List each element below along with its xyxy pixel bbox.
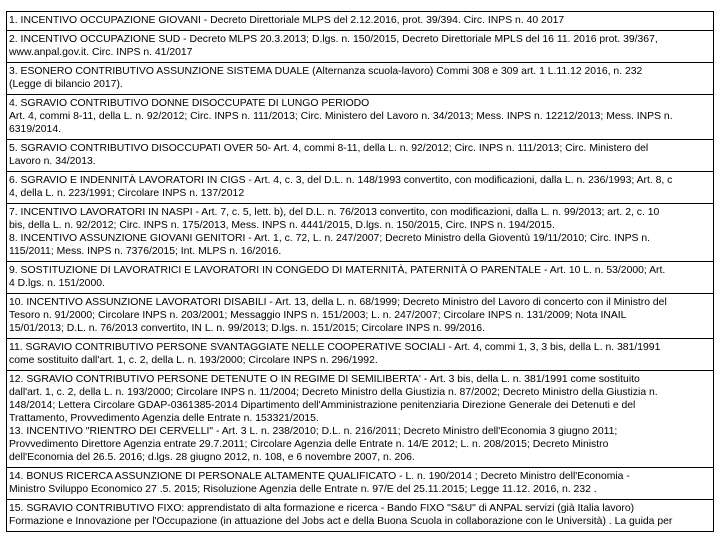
table-row	[6, 293, 714, 338]
row-text-line: 148/2014; Lettera Circolare GDAP-0361385-2014 Dipartimento dell'Amministrazione penitenziaria Direzione Generale dei Detenuti e del	[9, 400, 636, 411]
row-text-line: 115/2011; Mess. INPS n. 7376/2015; Int. MLPS n. 16/2016.	[9, 246, 282, 257]
row-text-line: Lavoro n. 34/2013.	[9, 156, 96, 167]
row-text-line: Art. 4, commi 8-11, della L. n. 92/2012; Circ. INPS n. 111/2013; Circ. Ministero del Lavoro n. 34/2013; Mess. INPS n. 12212/2013; Mess. INPS n.	[9, 111, 673, 122]
row-text-line: Trattamento, Provvedimento Agenzia delle Entrate n. 153321/2015.	[9, 413, 319, 424]
row-text-line: Tesoro n. 91/2000; Circolare INPS n. 203/2001; Messaggio INPS n. 151/2003; L. n. 247/2007; Circolare INPS n. 131/2009; Nota INAIL	[9, 310, 627, 321]
row-text-line: 15. SGRAVIO CONTRIBUTIVO FIXO: apprendistato di alta formazione e ricerca - Bando FIXO "S&U" di ANPAL servizi (già Italia lavoro)	[9, 503, 635, 514]
row-text-line: 6. SGRAVIO E INDENNITÀ LAVORATORI IN CIGS - Art. 4, c. 3, del D.L. n. 148/1993 convertito, con modificazioni, dalla L. n. 236/1993; Art. 8, c	[9, 175, 673, 186]
table-row	[6, 499, 714, 532]
row-text-line: dall'art. 1, c. 2, della L. n. 193/2000; Circolare INPS n. 11/2004; Decreto Ministro della Giustizia n. 87/2002; Decreto Ministro della Giustizia n.	[9, 387, 658, 398]
row-text-line: 10. INCENTIVO ASSUNZIONE LAVORATORI DISABILI - Art. 13, della L. n. 68/1999; Decreto Ministro del Lavoro di concerto con il Ministro del	[9, 297, 667, 308]
row-text-line: 5. SGRAVIO CONTRIBUTIVO DISOCCUPATI OVER 50- Art. 4, commi 8-11, della L. n. 92/2012; Circ. INPS n. 111/2013; Circ. Ministero del	[9, 143, 649, 154]
table-row	[6, 338, 714, 370]
row-text-line: 13. INCENTIVO "RIENTRO DEI CERVELLI" - Art. 3 L. n. 238/2010; D.L. n. 216/2011; Decreto Ministro dell'Economia 3 giugno 2011;	[9, 426, 618, 437]
row-text-line: 7. INCENTIVO LAVORATORI IN NASPI - Art. 7, c. 5, lett. b), del D.L. n. 76/2013 convertito, con modificazioni, dalla L. n. 99/2013; art. 2, c. 10	[9, 207, 660, 218]
row-text-line: 3. ESONERO CONTRIBUTIVO ASSUNZIONE SISTEMA DUALE (Alternanza scuola-lavoro) Commi 308 e 309 art. 1 L.11.12 2016, n. 232	[9, 66, 643, 77]
row-text-line: 12. SGRAVIO CONTRIBUTIVO PERSONE DETENUTE O IN REGIME DI SEMILIBERTA' - Art. 3 bis, della L. n. 381/1991 come sostituito	[9, 374, 640, 385]
row-text-line: 9. SOSTITUZIONE DI LAVORATRICI E LAVORATORI IN CONGEDO DI MATERNITÀ, PATERNITÀ O PARENTALE - Art. 10 L. n. 53/2000; Art.	[9, 265, 666, 276]
table-row	[6, 203, 714, 261]
table-row	[6, 467, 714, 499]
row-text-line: (Legge di bilancio 2017).	[9, 79, 123, 90]
row-text-line: 1. INCENTIVO OCCUPAZIONE GIOVANI - Decreto Direttoriale MLPS del 2.12.2016, prot. 39/394. Circ. INPS n. 40 2017	[9, 15, 565, 26]
table-row	[6, 94, 714, 139]
row-text-line: bis, della L. n. 92/2012; Circ. INPS n. 175/2013, Mess. INPS n. 4441/2015, D.lgs. n. 150/2015, Circ. INPS n. 194/2015.	[9, 220, 555, 231]
row-text-line: 15/01/2013; D.L. n. 76/2013 convertito, IN L. n. 99/2013; D.lgs. n. 151/2015; Circolare INPS n. 99/2016.	[9, 323, 485, 334]
table-row	[6, 139, 714, 171]
legislation-table	[6, 11, 714, 532]
row-text-line: Ministro Sviluppo Economico 27 .5. 2015; Risoluzione Agenzia delle Entrate n. 97/E del 25.11.2015; Legge 11.12. 2016, n. 232 .	[9, 484, 597, 495]
table-row	[6, 370, 714, 467]
row-text-line: Provvedimento Direttore Agenzia entrate 29.7.2011; Circolare Agenzia delle Entrate n. 14/E 2012; L. n. 208/2015; Decreto Ministro	[9, 439, 609, 450]
row-text-line: 4. SGRAVIO CONTRIBUTIVO DONNE DISOCCUPATE DI LUNGO PERIODO	[9, 98, 370, 109]
row-text-line: 11. SGRAVIO CONTRIBUTIVO PERSONE SVANTAGGIATE NELLE COOPERATIVE SOCIALI - Art. 4, commi 1, 3, 3 bis, della L. n. 381/1991	[9, 342, 661, 353]
row-text-line: dell'Economia del 26.5. 2016; d.lgs. 28 giugno 2012, n. 108, e 6 novembre 2007, n. 206.	[9, 452, 415, 463]
row-text-line: 8. INCENTIVO ASSUNZIONE GIOVANI GENITORI - Art. 1, c. 72, L. n. 247/2007; Decreto Ministro della Gioventù 19/11/2010; Circ. INPS n.	[9, 233, 651, 244]
row-text-line: 4, della L. n. 223/1991; Circolare INPS n. 137/2012	[9, 188, 245, 199]
row-text-line: 2. INCENTIVO OCCUPAZIONE SUD - Decreto MLPS 20.3.2013; D.lgs. n. 150/2015, Decreto Direttoriale MPLS del 16 11. 2016 prot. 39/367,	[9, 34, 658, 45]
table-row	[6, 11, 714, 30]
row-text-line: www.anpal.gov.it. Circ. INPS n. 41/2017	[9, 47, 193, 58]
table-row	[6, 171, 714, 203]
row-text-line: 14. BONUS RICERCA ASSUNZIONE DI PERSONALE ALTAMENTE QUALIFICATO - L. n. 190/2014 ; Decreto Ministro dell'Economia -	[9, 471, 630, 482]
row-text-line: come sostituito dall'art. 1, c. 2, della L. n. 193/2000; Circolare INPS n. 296/1992.	[9, 355, 378, 366]
row-text-line: 6319/2014.	[9, 124, 62, 135]
table-row	[6, 62, 714, 94]
row-text-line: Formazione e Innovazione per l'Occupazione (in attuazione del Jobs act e della Buona Scuola in collaborazione con le Università) . La guida per	[9, 516, 673, 527]
table-row	[6, 30, 714, 62]
row-text-line: 4 D.lgs. n. 151/2000.	[9, 278, 105, 289]
table-row	[6, 261, 714, 293]
